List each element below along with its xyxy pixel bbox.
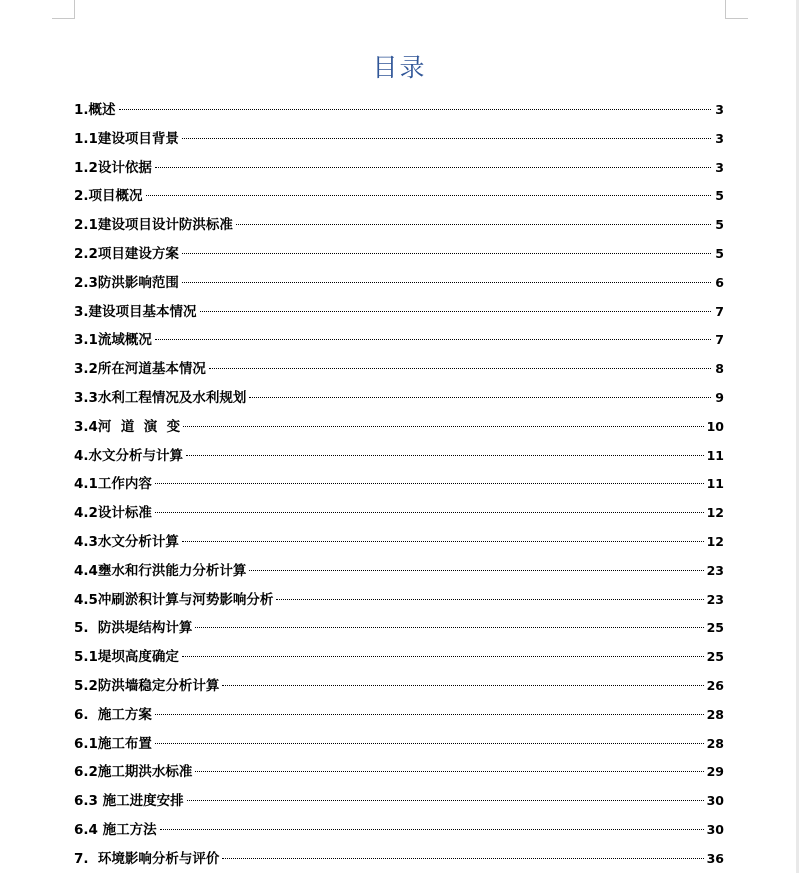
toc-entry[interactable]: [74, 528, 724, 557]
toc-entry[interactable]: [74, 758, 724, 787]
toc-entry-page: 28: [706, 735, 724, 751]
toc-title: 目录: [372, 53, 427, 82]
toc-entry-label: 5.2防洪墙稳定分析计算: [74, 677, 220, 694]
toc-entry-label: 5.1堤坝高度确定: [74, 649, 179, 666]
toc-entry[interactable]: [74, 614, 724, 643]
toc-entry-label: 2.项目概况: [74, 188, 143, 205]
toc-entry[interactable]: [74, 211, 724, 240]
toc-entry-page: 28: [706, 706, 724, 722]
toc-entry-page: 3: [715, 102, 724, 117]
toc-entry-page: 8: [715, 361, 724, 377]
toc-entry[interactable]: [74, 845, 724, 874]
toc-entry-label: 6.2施工期洪水标准: [74, 764, 193, 781]
toc-entry[interactable]: [74, 499, 724, 528]
toc-entry[interactable]: [74, 470, 724, 499]
toc-entry[interactable]: [74, 730, 724, 759]
toc-entry-label: 4.水文分析与计算: [74, 447, 184, 464]
dot-leader: [249, 570, 703, 571]
toc-entry-page: 5: [715, 245, 724, 261]
toc-entry-label: 6. 施工方案: [74, 706, 152, 723]
dot-leader: [200, 311, 711, 312]
toc-entry[interactable]: [74, 96, 724, 125]
toc-entry-label: 2.2项目建设方案: [74, 245, 179, 262]
dot-leader: [195, 627, 703, 628]
toc-entry[interactable]: [74, 586, 724, 615]
toc-entry[interactable]: [74, 701, 724, 730]
toc-entry-label: 3.建设项目基本情况: [74, 303, 197, 320]
toc-entry[interactable]: [74, 384, 724, 413]
table-of-contents: [74, 96, 724, 874]
dot-leader: [155, 339, 711, 340]
toc-entry-label: 4.3水文分析计算: [74, 533, 179, 550]
dot-leader: [183, 426, 703, 427]
toc-entry-label: 1.2设计依据: [74, 159, 152, 176]
dot-leader: [222, 685, 703, 686]
toc-entry-page: 11: [706, 447, 724, 463]
page-corner-mark-left: [52, 0, 75, 19]
toc-entry[interactable]: [74, 413, 724, 442]
toc-entry-page: 10: [706, 418, 724, 434]
dot-leader: [155, 483, 704, 484]
dot-leader: [155, 714, 704, 715]
dot-leader: [182, 138, 711, 139]
toc-entry[interactable]: [74, 787, 724, 816]
toc-entry[interactable]: [74, 182, 724, 211]
toc-entry[interactable]: [74, 557, 724, 586]
toc-entry-page: 7: [715, 303, 724, 319]
toc-entry[interactable]: [74, 355, 724, 384]
toc-entry-label: 2.3防洪影响范围: [74, 274, 179, 291]
toc-entry-label: 4.1工作内容: [74, 476, 152, 493]
toc-entry-label: 3.4河 道 演 变: [74, 418, 181, 435]
toc-entry-label: 3.3水利工程情况及水利规划: [74, 389, 247, 406]
toc-entry[interactable]: [74, 269, 724, 298]
toc-entry-page: 30: [706, 821, 724, 837]
toc-entry-page: 3: [715, 130, 724, 146]
dot-leader: [155, 512, 704, 513]
toc-entry-page: 30: [706, 793, 724, 809]
toc-entry-page: 5: [715, 217, 724, 233]
dot-leader: [182, 541, 704, 542]
dot-leader: [209, 368, 711, 369]
toc-entry[interactable]: [74, 816, 724, 845]
toc-entry[interactable]: [74, 643, 724, 672]
toc-entry-page: 26: [706, 677, 724, 693]
toc-entry-page: 23: [706, 562, 724, 578]
toc-entry-page: 7: [715, 332, 724, 348]
toc-entry-label: 3.2所在河道基本情况: [74, 361, 206, 378]
toc-entry-page: 12: [706, 505, 724, 521]
toc-entry-label: 1.1建设项目背景: [74, 130, 179, 147]
toc-entry-page: 25: [706, 620, 724, 636]
dot-leader: [182, 282, 711, 283]
dot-leader: [222, 858, 703, 859]
toc-entry-label: 4.5冲刷淤积计算与河势影响分析: [74, 591, 274, 608]
toc-entry-label: 1.概述: [74, 102, 116, 118]
dot-leader: [236, 224, 711, 225]
toc-entry-page: 12: [706, 533, 724, 549]
toc-entry[interactable]: [74, 672, 724, 701]
toc-entry-page: 29: [706, 764, 724, 780]
dot-leader: [160, 829, 704, 830]
dot-leader: [146, 195, 711, 196]
toc-entry-label: 7. 环境影响分析与评价: [74, 850, 220, 867]
toc-entry[interactable]: [74, 240, 724, 269]
dot-leader: [119, 109, 711, 110]
toc-entry-page: 6: [715, 274, 724, 290]
toc-entry[interactable]: [74, 298, 724, 327]
toc-entry-label: 4.4壅水和行洪能力分析计算: [74, 562, 247, 579]
toc-entry-label: 2.1建设项目设计防洪标准: [74, 217, 233, 234]
toc-entry-label: 6.4 施工方法: [74, 821, 157, 838]
dot-leader: [195, 771, 703, 772]
dot-leader: [186, 455, 704, 456]
toc-entry-page: 36: [706, 850, 724, 866]
toc-entry-page: 5: [715, 188, 724, 204]
toc-entry-page: 23: [706, 591, 724, 607]
dot-leader: [155, 167, 711, 168]
toc-entry-label: 6.3 施工进度安排: [74, 793, 184, 810]
toc-entry-label: 5. 防洪堤结构计算: [74, 620, 193, 637]
toc-entry[interactable]: [74, 442, 724, 471]
toc-entry[interactable]: [74, 326, 724, 355]
toc-entry[interactable]: [74, 154, 724, 183]
toc-entry-page: 3: [715, 159, 724, 175]
dot-leader: [182, 253, 711, 254]
toc-entry-page: 11: [706, 476, 724, 492]
toc-entry-label: 4.2设计标准: [74, 505, 152, 522]
toc-entry-label: 6.1施工布置: [74, 735, 152, 752]
dot-leader: [249, 397, 711, 398]
dot-leader: [187, 800, 704, 801]
toc-entry-label: 3.1流域概况: [74, 332, 152, 349]
toc-entry-page: 9: [715, 389, 724, 405]
dot-leader: [182, 656, 704, 657]
toc-entry-page: 25: [706, 649, 724, 665]
dot-leader: [276, 599, 703, 600]
page-corner-mark-right: [725, 0, 748, 19]
dot-leader: [155, 743, 704, 744]
toc-entry[interactable]: [74, 125, 724, 154]
